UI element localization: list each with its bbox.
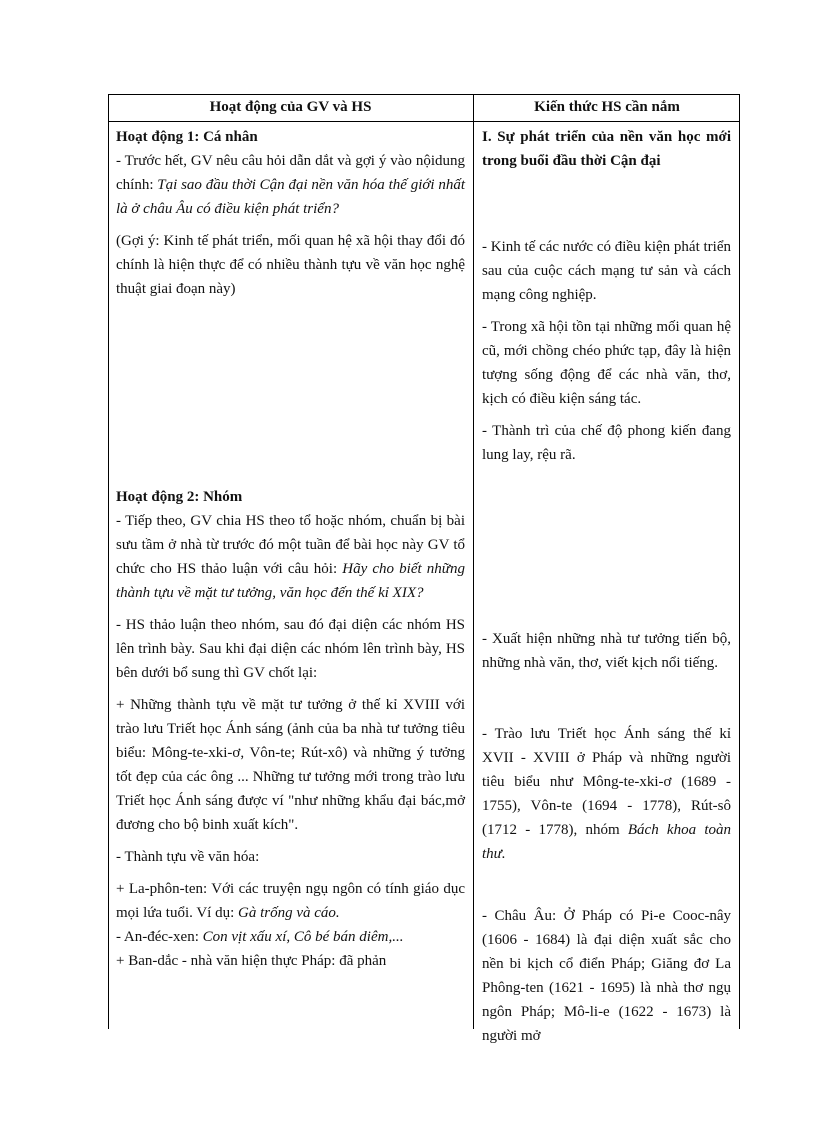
activity1-question: Tại sao đầu thời Cận đại nền văn hóa thế giới nhất là ở châu Âu có điều kiện phát triển? [116,177,465,217]
lafontaine-example: Gà trống và cáo. [238,905,340,921]
andersen-text: - An-đéc-xen: [116,929,203,945]
encyclopedia: Bách khoa toàn thư. [482,822,731,862]
activity2-balzac: + Ban-dắc - nhà văn hiện thực Pháp: đã phản [116,953,387,969]
section2-europe: - Châu Âu: Ở Pháp có Pi-e Cooc-nây (1606 - 1684) là đại diện xuất sắc cho nền bi kịch cổ điển Pháp; Giăng đơ La Phông-ten (1621 - 1695) là nhà thơ ngụ ngôn Pháp; Mô-li-e (1622 - 1673) là người mở [482,908,731,1044]
activity2-question: Hãy cho biết những thành tựu về mặt tư tưởng, văn học đến thế kỉ XIX? [116,561,465,601]
activity2-intro-text: - Tiếp theo, GV chia HS theo tổ hoặc nhóm, chuẩn bị bài sưu tầm ở nhà từ trước đó một tuần để bài học này GV tổ chức cho HS thảo luận với câu hỏi: [116,513,465,577]
section1-point2: - Trong xã hội tồn tại những mối quan hệ cũ, mới chồng chéo phức tạp, đây là hiện tượng sống động để các nhà văn, thơ, kịch có điều kiện sáng tác. [482,319,731,407]
section1-title: I. Sự phát triển của nền văn học mới trong buổi đầu thời Cận đại [482,129,731,169]
header-teacher-student-activities: Hoạt động của GV và HS [209,99,372,115]
activity2-lafontaine [116,877,465,925]
activity2-culture: - Thành tựu về văn hóa: [116,849,260,865]
section2-enlightenment-block [482,722,731,874]
activity2-andersen [116,925,465,949]
section1-point3: - Thành trì của chế độ phong kiến đang lung lay, rệu rã. [482,423,731,463]
column-divider [473,94,474,1029]
section2-thinkers-block [482,627,731,683]
activity2-title: Hoạt động 2: Nhóm [116,489,243,505]
section1-point1: - Kinh tế các nước có điều kiện phát triển sau của cuộc cách mạng tư sản và cách mạng công nghiệp. [482,239,731,303]
section2-europe-block [482,904,731,1048]
header-knowledge: Kiến thức HS cần nắm [534,99,680,115]
enlightenment-text: - Trào lưu Triết học Ánh sáng thế kỉ XVII - XVIII ở Pháp và những người tiêu biểu như Mông-te-xki-ơ (1689 - 1755), Vôn-te (1694 - 1778), Rút-sô (1712 - 1778), nhóm [482,726,731,838]
activity2-block [116,485,465,973]
activity1-hint: (Gợi ý: Kinh tế phát triển, mối quan hệ xã hội thay đổi đó chính là hiện thực để có nhiều thành tựu về văn học nghệ thuật giai đoạn này) [116,233,465,297]
section2-enlightenment [482,722,731,866]
section2-thinkers: - Xuất hiện những nhà tư tưởng tiến bộ, những nhà văn, thơ, viết kịch nổi tiếng. [482,631,731,671]
activity2-intro [116,509,465,605]
activity1-block [116,125,465,309]
header-divider [108,121,740,122]
lafontaine-text: + La-phôn-ten: Với các truyện ngụ ngôn có tính giáo dục mọi lứa tuổi. Ví dụ: [116,881,465,921]
activity2-thought: + Những thành tựu về mặt tư tưởng ở thế kỉ XVIII với trào lưu Triết học Ánh sáng (ảnh của ba nhà tư tưởng tiêu biểu: Mông-te-xki-ơ, Vôn-te; Rút-xô) và những ý tưởng tốt đẹp của các ông ... Những tư tưởng mới trong trào lưu Triết học Ánh sáng được ví "như những khẩu đại bác,mở đương cho bộ binh xuất kích". [116,697,465,833]
lesson-table [108,94,740,1044]
section1-block [482,125,731,475]
andersen-example: Con vịt xấu xí, Cô bé bán diêm,... [202,929,404,945]
activity1-intro [116,149,465,221]
activity1-title: Hoạt động 1: Cá nhân [116,129,258,145]
activity1-intro-text: - Trước hết, GV nêu câu hỏi dẫn dắt và gợi ý vào nộidung chính: [116,153,465,193]
activity2-discussion: - HS thảo luận theo nhóm, sau đó đại diện các nhóm HS lên trình bày. Sau khi đại diện các nhóm lên trình bày, HS bên dưới bổ sung thì GV chốt lại: [116,617,465,681]
